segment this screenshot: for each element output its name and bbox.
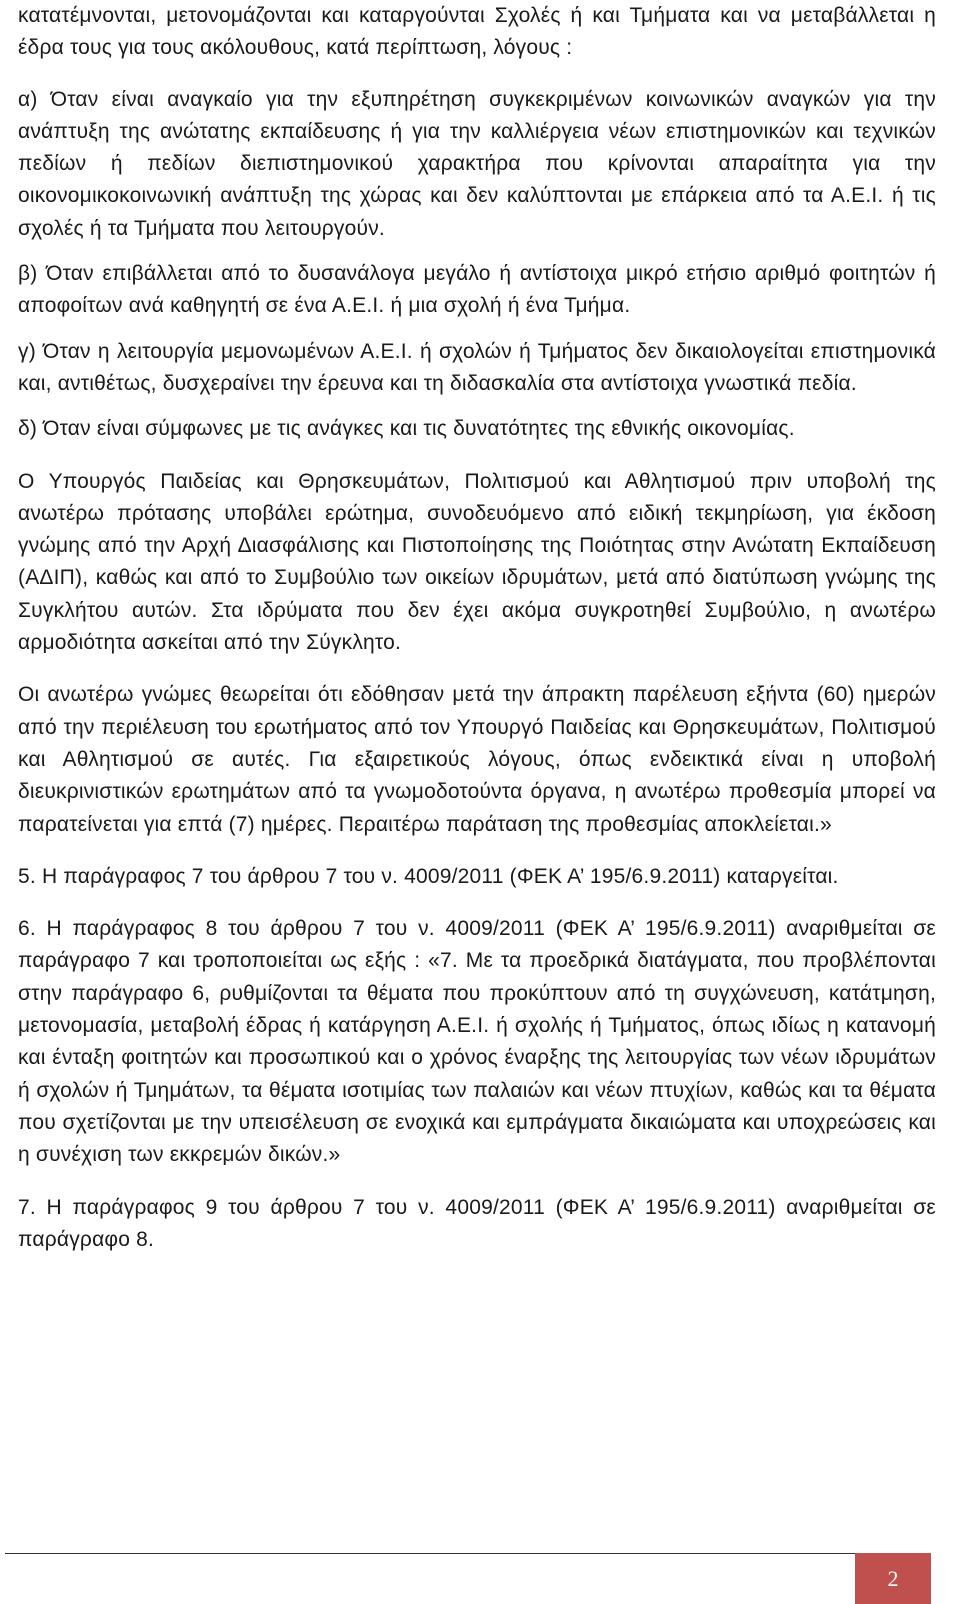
paragraph-item-a: α) Όταν είναι αναγκαίο για την εξυπηρέτηση συγκεκριμένων κοινωνικών αναγκών για την ανάπτυξη της ανώτατης εκπαίδευσης ή για την καλλιέργεια νέων επιστημονικών και τεχνικών πεδίων ή πεδίων διεπιστημονικού χαρακτήρα που κρίνονται απαραίτητα για την οικονομικοκοινωνική ανάπτυξη της χώρας και δεν καλύπτονται με επάρκεια από τα Α.Ε.Ι. ή τις σχολές ή τα Τμήματα που λειτουργούν.	[18, 87, 936, 240]
paragraph-point-6: 6. Η παράγραφος 8 του άρθρου 7 του ν. 4009/2011 (ΦΕΚ Α’ 195/6.9.2011) αναριθμείται σε παράγραφο 7 και τροποποιείται ως εξής : «7. Με τα προεδρικά διατάγματα, που προβλέπονται στην παράγραφο 6, ρυθμίζονται τα θέματα που προκύπτουν από τη συγχώνευση, κατάτμηση, μετονομασία, μεταβολή έδρας ή κατάργηση Α.Ε.Ι. ή σχολής ή Τμήματος, όπως ιδίως η κατανομή και ένταξη φοιτητών και προσωπικού και ο χρόνος έναρξης της λειτουργίας των νέων ιδρυμάτων ή σχολών ή Τμημάτων, τα θέματα ισοτιμίας των παλαιών και νέων πτυχίων, καθώς και τα θέματα που σχετίζονται με την υπεισέλευση σε ενοχικά και εμπράγματα δικαιώματα και υποχρεώσεις και η συνέχιση των εκκρεμών δικών.»	[18, 917, 936, 1167]
paragraph-point-5: 5. Η παράγραφος 7 του άρθρου 7 του ν. 4009/2011 (ΦΕΚ Α’ 195/6.9.2011) καταργείται.	[18, 864, 839, 888]
paragraph-point-7: 7. Η παράγραφος 9 του άρθρου 7 του ν. 4009/2011 (ΦΕΚ Α’ 195/6.9.2011) αναριθμείται σε παράγραφο 8.	[18, 1195, 936, 1251]
paragraph-item-d: δ) Όταν είναι σύμφωνες με τις ανάγκες και τις δυνατότητες της εθνικής οικονομίας.	[18, 417, 795, 441]
paragraph-minister-procedure: Ο Υπουργός Παιδείας και Θρησκευμάτων, Πολιτισμού και Αθλητισμού πριν υποβολή της ανωτέρω πρότασης υποβάλει ερώτημα, συνοδευόμενο από ειδική τεκμηρίωση, για έκδοση γνώμης από την Αρχή Διασφάλισης και Πιστοποίησης της Ποιότητας στην Ανώτατη Εκπαίδευση (ΑΔΙΠ), καθώς και από το Συμβούλιο των οικείων ιδρυμάτων, μετά από διατύπωση γνώμης της Συγκλήτου αυτών. Στα ιδρύματα που δεν έχει ακόμα συγκροτηθεί Συμβούλιο, η ανωτέρω αρμοδιότητα ασκείται από την Σύγκλητο.	[18, 469, 936, 655]
document-body	[18, 0, 936, 1256]
page-number: 2	[887, 1565, 899, 1591]
paragraph-opinions-deadline: Οι ανωτέρω γνώμες θεωρείται ότι εδόθησαν μετά την άπρακτη παρέλευση εξήντα (60) ημερών από την περιέλευση του ερωτήματος από τον Υπουργό Παιδείας και Θρησκευμάτων, Πολιτισμού και Αθλητισμού σε αυτές. Για εξαιρετικούς λόγους, όπως ενδεικτικά είναι η υποβολή διευκρινιστικών ερωτημάτων από τα γνωμοδοτούντα όργανα, η ανωτέρω προθεσμία μπορεί να παρατείνεται για επτά (7) ημέρες. Περαιτέρω παράταση της προθεσμίας αποκλείεται.»	[18, 683, 936, 836]
paragraph-intro: κατατέμνονται, μετονομάζονται και καταργούνται Σχολές ή και Τμήματα και να μεταβάλλεται η έδρα τους για τους ακόλουθους, κατά περίπτωση, λόγους :	[18, 4, 936, 60]
paragraph-item-c: γ) Όταν η λειτουργία μεμονωμένων Α.Ε.Ι. ή σχολών ή Τμήματος δεν δικαιολογείται επιστημονικά και, αντιθέτως, δυσχεραίνει την έρευνα και τη διδασκαλία στα αντίστοιχα γνωστικά πεδία.	[18, 339, 936, 395]
footer-divider	[5, 1553, 855, 1554]
paragraph-item-b: β) Όταν επιβάλλεται από το δυσανάλογα μεγάλο ή αντίστοιχα μικρό ετήσιο αριθμό φοιτητών ή αποφοίτων ανά καθηγητή σε ένα Α.Ε.Ι. ή μια σχολή ή ένα Τμήμα.	[18, 262, 936, 318]
page-number-badge	[855, 1553, 931, 1604]
